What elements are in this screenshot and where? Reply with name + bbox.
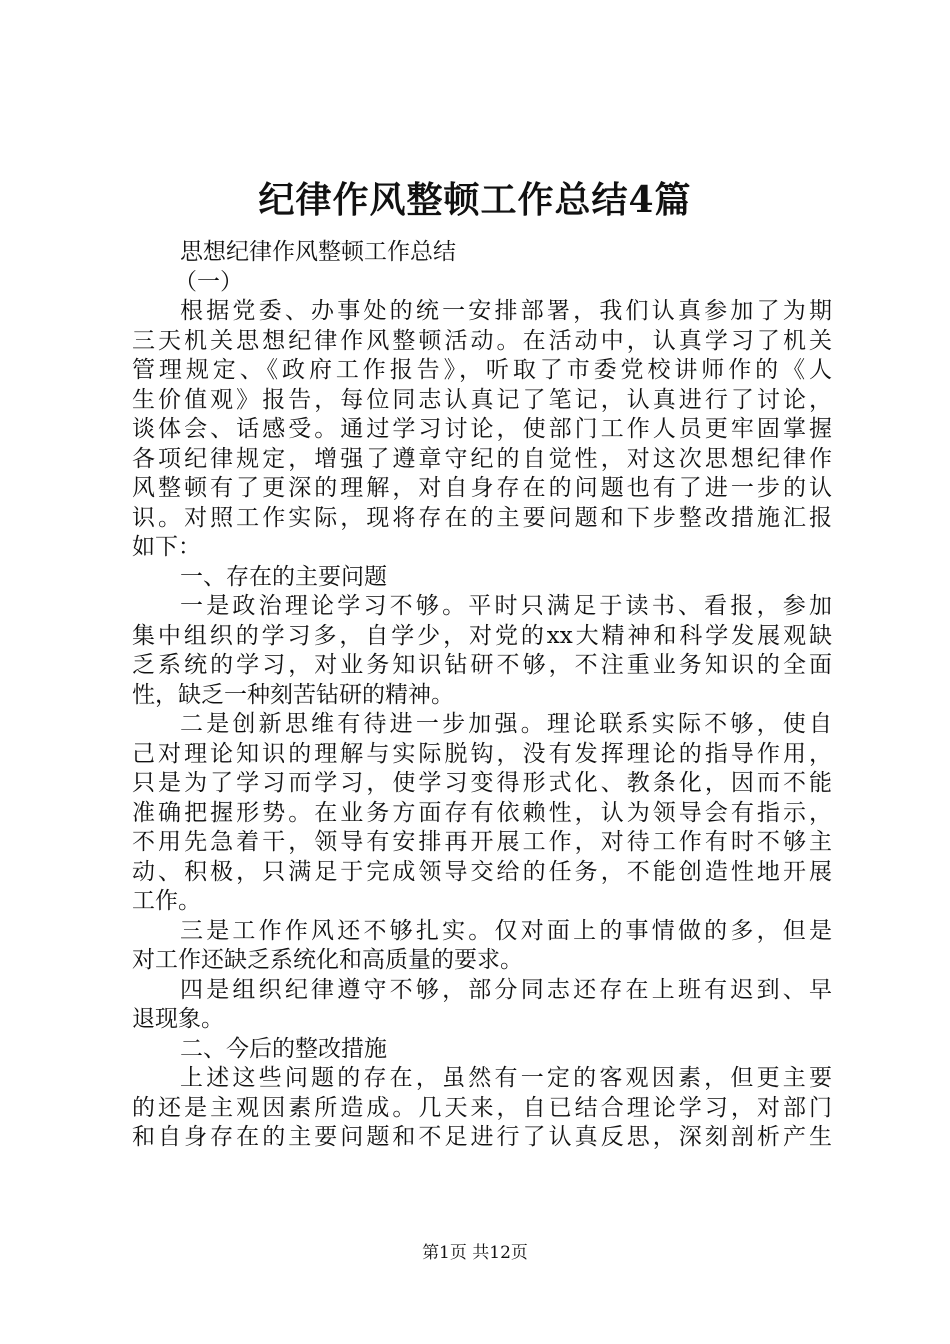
body-line: 退现象。 — [132, 1006, 224, 1032]
body-line: 各项纪律规定，增强了遵章守纪的自觉性，对这次思想纪律作 — [132, 445, 832, 472]
body-line: 二是创新思维有待进一步加强。理论联系实际不够，使自 — [180, 711, 832, 737]
body-line: 只是为了学习而学习，使学习变得形式化、教条化，因而不能 — [132, 770, 832, 796]
body-line: 根据党委、办事处的统一安排部署，我们认真参加了为期 — [180, 298, 832, 324]
body-line: 如下： — [132, 534, 201, 560]
body-line: 己对理论知识的理解与实际脱钩，没有发挥理论的指导作用， — [132, 740, 832, 767]
body-line: 准确把握形势。在业务方面存有依赖性，认为领导会有指示， — [132, 799, 832, 826]
document-title: 纪律作风整顿工作总结4篇 — [258, 179, 692, 221]
body-line: 乏系统的学习，对业务知识钻研不够，不注重业务知识的全面 — [132, 652, 832, 678]
body-line: 对工作还缺乏系统化和高质量的要求。 — [132, 947, 523, 973]
body-line: 动、积极，只满足于完成领导交给的任务，不能创造性地开展 — [132, 858, 832, 885]
document-body — [132, 238, 832, 1153]
body-line: 识。对照工作实际，现将存在的主要问题和下步整改措施汇报 — [132, 504, 832, 531]
body-line: 谈体会、话感受。通过学习讨论，使部门工作人员更牢固掌握 — [132, 416, 832, 442]
heading-problems: 一、存在的主要问题 — [180, 563, 387, 590]
body-line: 三天机关思想纪律作风整顿活动。在活动中，认真学习了机关 — [132, 327, 832, 354]
page-number: 第1页 共12页 — [422, 1243, 528, 1263]
body-line: 管理规定、《政府工作报告》，听取了市委党校讲师作的《人 — [132, 357, 832, 383]
body-line: 上述这些问题的存在，虽然有一定的客观因素，但更主要 — [180, 1065, 832, 1091]
body-line: 和自身存在的主要问题和不足进行了认真反思，深刻剖析产生 — [132, 1124, 832, 1150]
body-line: 三是工作作风还不够扎实。仅对面上的事情做的多，但是 — [180, 917, 832, 944]
body-line: 四是组织纪律遵守不够，部分同志还存在上班有迟到、早 — [180, 976, 832, 1003]
body-line: 性，缺乏一种刻苦钻研的精神。 — [132, 681, 454, 708]
body-line: 生价值观》报告，每位同志认真记了笔记，认真进行了讨论， — [132, 386, 832, 413]
heading-measures: 二、今后的整改措施 — [180, 1035, 387, 1062]
body-line: 风整顿有了更深的理解，对自身存在的问题也有了进一步的认 — [132, 475, 832, 501]
body-line: 工作。 — [132, 888, 201, 914]
section-subtitle: 思想纪律作风整顿工作总结 — [180, 239, 456, 265]
body-line: 的还是主观因素所造成。几天来，自已结合理论学习，对部门 — [132, 1094, 832, 1121]
body-line: 不用先急着干，领导有安排再开展工作，对待工作有时不够主 — [132, 829, 832, 855]
body-line: 集中组织的学习多，自学少，对党的xx大精神和科学发展观缺 — [132, 622, 832, 649]
section-number: （一） — [174, 268, 243, 295]
body-line: 一是政治理论学习不够。平时只满足于读书、看报，参加 — [180, 593, 832, 619]
